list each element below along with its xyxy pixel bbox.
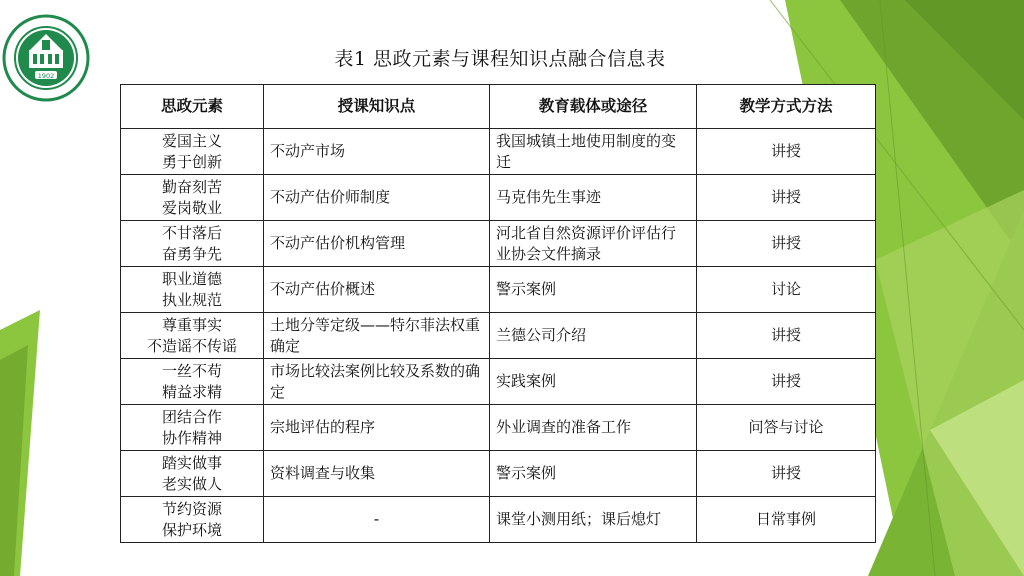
cell-method: 讲授 bbox=[697, 221, 876, 267]
cell-point: 不动产估价师制度 bbox=[264, 175, 490, 221]
cell-element: 爱国主义 勇于创新 bbox=[121, 129, 264, 175]
cell-element: 一丝不苟 精益求精 bbox=[121, 359, 264, 405]
cell-point: 宗地评估的程序 bbox=[264, 405, 490, 451]
cell-carrier: 外业调查的准备工作 bbox=[490, 405, 697, 451]
cell-point: 不动产估价机构管理 bbox=[264, 221, 490, 267]
cell-element: 团结合作 协作精神 bbox=[121, 405, 264, 451]
header-point: 授课知识点 bbox=[264, 85, 490, 129]
cell-element: 职业道德 执业规范 bbox=[121, 267, 264, 313]
table-row bbox=[121, 359, 876, 405]
cell-method: 讨论 bbox=[697, 267, 876, 313]
cell-carrier: 兰德公司介绍 bbox=[490, 313, 697, 359]
cell-point: - bbox=[264, 497, 490, 543]
cell-element: 节约资源 保护环境 bbox=[121, 497, 264, 543]
cell-carrier: 河北省自然资源评价评估行业协会文件摘录 bbox=[490, 221, 697, 267]
table-row bbox=[121, 313, 876, 359]
cell-point: 市场比较法案例比较及系数的确定 bbox=[264, 359, 490, 405]
table-row bbox=[121, 267, 876, 313]
table-row bbox=[121, 405, 876, 451]
cell-carrier: 警示案例 bbox=[490, 451, 697, 497]
logo-year: 1902 bbox=[37, 72, 55, 80]
table-row bbox=[121, 451, 876, 497]
cell-point: 土地分等定级——特尔菲法权重确定 bbox=[264, 313, 490, 359]
cell-element: 尊重事实 不造谣不传谣 bbox=[121, 313, 264, 359]
cell-element: 不甘落后 奋勇争先 bbox=[121, 221, 264, 267]
cell-method: 讲授 bbox=[697, 313, 876, 359]
header-element: 思政元素 bbox=[121, 85, 264, 129]
cell-element: 踏实做事 老实做人 bbox=[121, 451, 264, 497]
table-row bbox=[121, 129, 876, 175]
table-row bbox=[121, 175, 876, 221]
cell-carrier: 警示案例 bbox=[490, 267, 697, 313]
cell-method: 问答与讨论 bbox=[697, 405, 876, 451]
info-table bbox=[120, 84, 876, 543]
header-method: 教学方式方法 bbox=[697, 85, 876, 129]
table-row bbox=[121, 497, 876, 543]
table-header-row bbox=[121, 85, 876, 129]
cell-carrier: 马克伟先生事迹 bbox=[490, 175, 697, 221]
cell-point: 资料调查与收集 bbox=[264, 451, 490, 497]
cell-point: 不动产市场 bbox=[264, 129, 490, 175]
cell-carrier: 我国城镇土地使用制度的变迁 bbox=[490, 129, 697, 175]
cell-element: 勤奋刻苦 爱岗敬业 bbox=[121, 175, 264, 221]
cell-method: 日常事例 bbox=[697, 497, 876, 543]
cell-point: 不动产估价概述 bbox=[264, 267, 490, 313]
table-row bbox=[121, 221, 876, 267]
cell-method: 讲授 bbox=[697, 359, 876, 405]
header-carrier: 教育载体或途径 bbox=[490, 85, 697, 129]
cell-method: 讲授 bbox=[697, 175, 876, 221]
cell-method: 讲授 bbox=[697, 129, 876, 175]
table-title: 表1 思政元素与课程知识点融合信息表 bbox=[334, 48, 666, 70]
cell-method: 讲授 bbox=[697, 451, 876, 497]
cell-carrier: 实践案例 bbox=[490, 359, 697, 405]
cell-carrier: 课堂小测用纸；课后熄灯 bbox=[490, 497, 697, 543]
